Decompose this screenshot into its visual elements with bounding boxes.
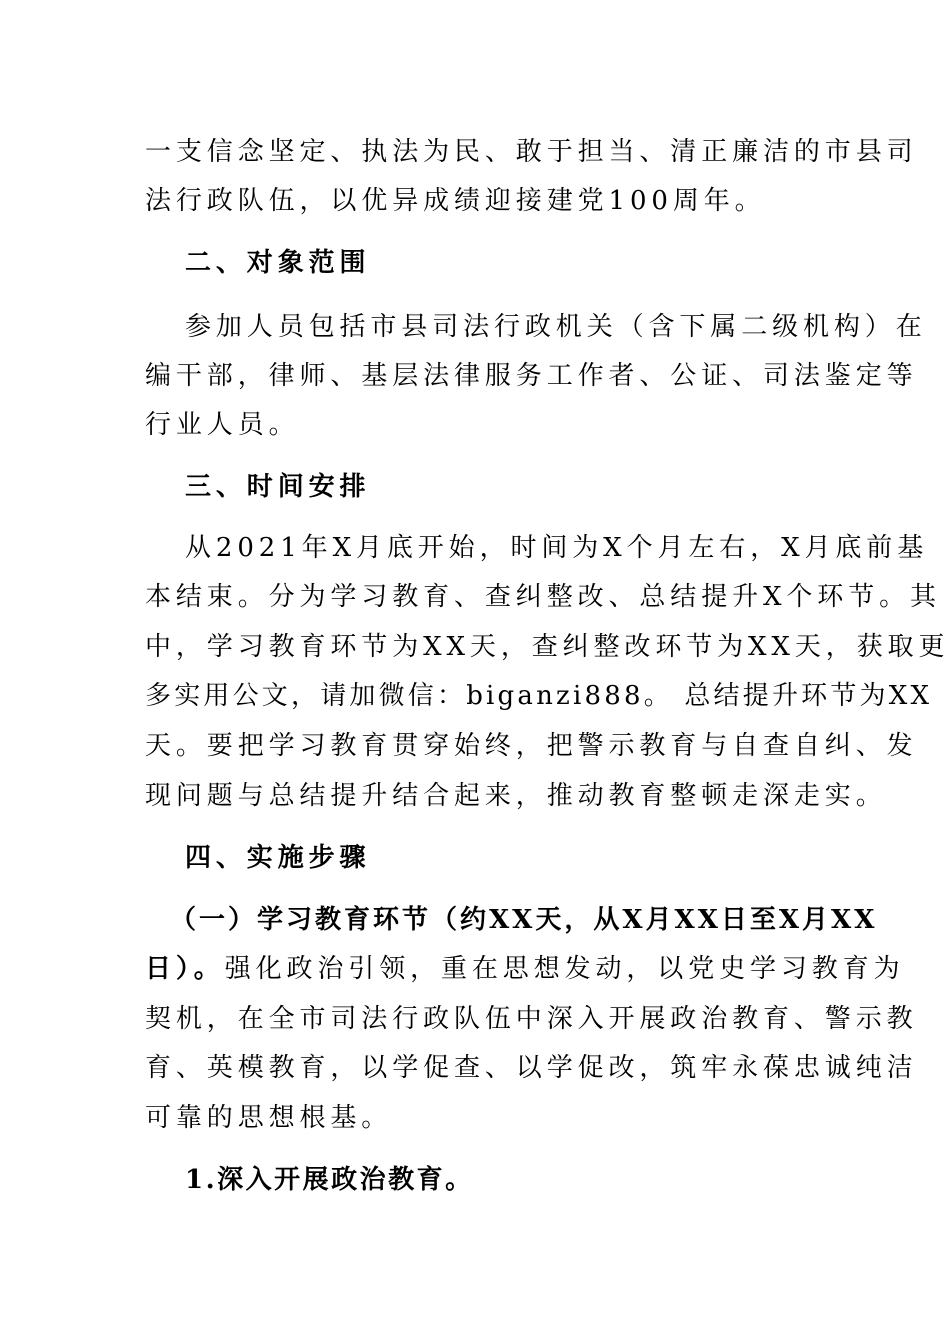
schedule-line-5: 天。要把学习教育贯穿始终，把警示教育与自查自纠、发 <box>145 731 918 761</box>
intro-line-2: 法行政队伍，以优异成绩迎接建党100周年。 <box>145 186 766 216</box>
item-heading-political-education: 1.深入开展政治教育。 <box>185 1165 474 1195</box>
scope-line-3: 行业人员。 <box>145 410 300 440</box>
study-line-1-text: 强化政治引领，重在思想发动，以党史学习教育为 <box>224 954 905 984</box>
subsection-heading-study: （一）学习教育环节（约XX天，从X月XX日至X月XX <box>170 905 878 935</box>
schedule-line-6: 现问题与总结提升结合起来，推动教育整顿走深走实。 <box>145 781 887 811</box>
schedule-line-4: 多实用公文，请加微信：biganzi888。 总结提升环节为XX <box>145 681 933 711</box>
section-heading-scope: 二、对象范围 <box>185 248 371 278</box>
scope-line-1: 参加人员包括市县司法行政机关（含下属二级机构）在 <box>185 312 927 342</box>
schedule-line-3: 中，学习教育环节为XX天，查纠整改环节为XX天，获取更 <box>145 632 950 662</box>
study-line-4: 可靠的思想根基。 <box>145 1103 393 1133</box>
study-line-1 <box>145 951 905 987</box>
section-heading-steps: 四、实施步骤 <box>185 843 371 873</box>
study-line-2: 契机，在全市司法行政队伍中深入开展政治教育、警示教 <box>145 1004 918 1034</box>
section-heading-schedule: 三、时间安排 <box>185 472 371 502</box>
schedule-line-2: 本结束。分为学习教育、查纠整改、总结提升X个环节。其 <box>145 582 941 612</box>
scope-line-2: 编干部，律师、基层法律服务工作者、公证、司法鉴定等 <box>145 361 918 391</box>
intro-line-1: 一支信念坚定、执法为民、敢于担当、清正廉洁的市县司 <box>145 137 918 167</box>
study-line-3: 育、英模教育，以学促查、以学促改，筑牢永葆忠诚纯洁 <box>145 1053 918 1083</box>
schedule-line-1: 从2021年X月底开始，时间为X个月左右，X月底前基 <box>185 533 929 563</box>
study-heading-end: 日）。 <box>145 954 225 984</box>
